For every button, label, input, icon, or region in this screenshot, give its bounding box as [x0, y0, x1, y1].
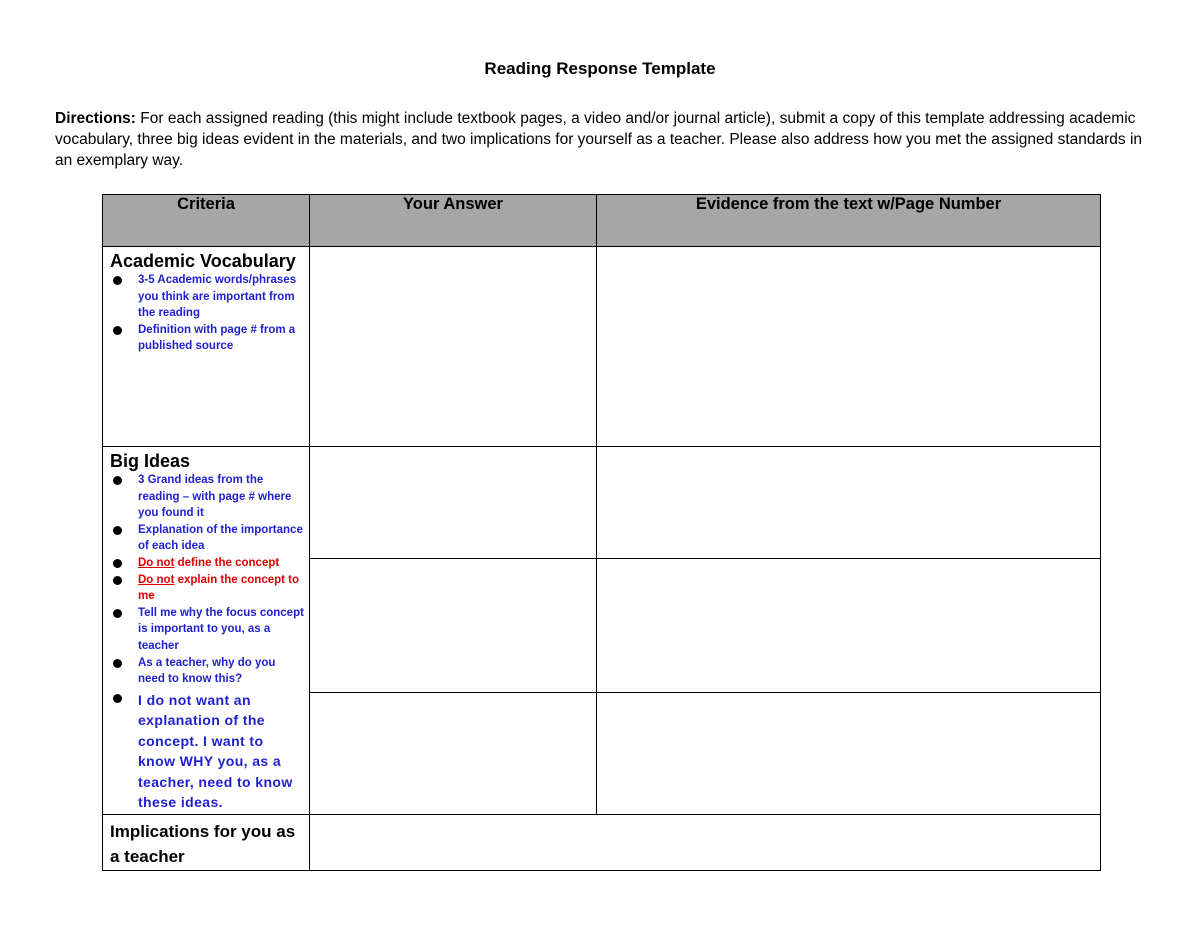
table-row-big-ideas [103, 447, 1101, 559]
bullet-icon [113, 559, 122, 568]
list-item: Tell me why the focus concept is important to you, as a teacher [103, 605, 305, 655]
list-item: Definition with page # from a published source [103, 322, 305, 355]
answer-cell-big-idea-1[interactable] [310, 447, 597, 559]
table-header-row [103, 195, 1101, 247]
answer-cell-implications[interactable] [310, 815, 1101, 871]
header-criteria: Criteria [103, 195, 310, 247]
criteria-title-vocabulary: Academic Vocabulary [110, 251, 296, 271]
list-item: 3-5 Academic words/phrases you think are important from the reading [103, 272, 305, 322]
bullet-icon [113, 526, 122, 535]
vocabulary-bullet-list [103, 272, 309, 355]
evidence-cell-big-idea-2[interactable] [597, 559, 1101, 693]
table-row-implications [103, 815, 1101, 871]
list-item: Explanation of the importance of each idea [103, 522, 305, 555]
bullet-icon [113, 326, 122, 335]
list-item: As a teacher, why do you need to know this? [103, 655, 305, 688]
document-title: Reading Response Template [484, 59, 716, 78]
evidence-cell-big-idea-3[interactable] [597, 693, 1101, 815]
big-ideas-bullet-list [103, 472, 309, 813]
evidence-cell-vocabulary[interactable] [597, 247, 1101, 447]
header-evidence: Evidence from the text w/Page Number [597, 195, 1101, 247]
criteria-cell-big-ideas [103, 447, 310, 815]
directions-text: For each assigned reading (this might include textbook pages, a video and/or journal article), submit a copy of this template addressing academic vocabulary, three big ideas evident in the materials, and two implications for yourself as a teacher. Please also address how you met the assigned standards in an exemplary way. [55, 110, 1143, 169]
list-item: Do not define the concept [103, 555, 305, 572]
criteria-cell-implications [103, 815, 310, 871]
criteria-title-implications: Implications for you as a teacher [110, 822, 296, 866]
bullet-icon [113, 659, 122, 668]
bullet-icon [113, 576, 122, 585]
directions-paragraph [55, 108, 1145, 171]
list-item: I do not want an explanation of the concept. I want to know WHY you, as a teacher, need to know these ideas. [103, 690, 305, 813]
list-item: 3 Grand ideas from the reading – with page # where you found it [103, 472, 305, 522]
bullet-icon [113, 609, 122, 618]
criteria-title-big-ideas: Big Ideas [110, 451, 191, 471]
evidence-cell-big-idea-1[interactable] [597, 447, 1101, 559]
bullet-icon [113, 476, 122, 485]
answer-cell-vocabulary[interactable] [310, 247, 597, 447]
bullet-icon [113, 694, 122, 703]
header-your-answer: Your Answer [310, 195, 597, 247]
answer-cell-big-idea-3[interactable] [310, 693, 597, 815]
response-table [102, 194, 1101, 871]
answer-cell-big-idea-2[interactable] [310, 559, 597, 693]
list-item: Do not explain the concept to me [103, 572, 305, 605]
criteria-cell-vocabulary [103, 247, 310, 447]
table-row-academic-vocabulary [103, 247, 1101, 447]
directions-lead: Directions: [55, 110, 136, 127]
bullet-icon [113, 276, 122, 285]
